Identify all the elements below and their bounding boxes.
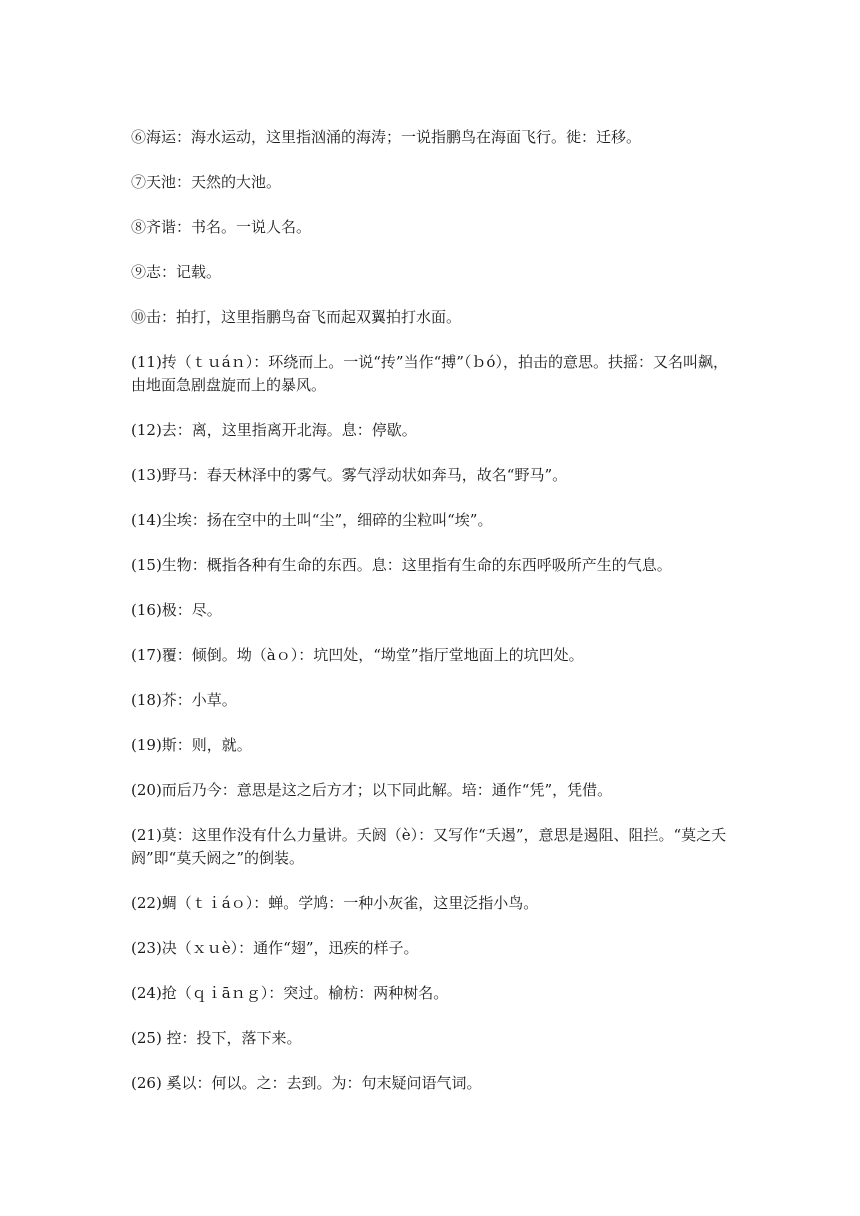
note-23: (23)决（ｘｕè）：通作“翅”，迅疾的样子。 xyxy=(131,939,419,957)
note-9: ⑨志：记载。 xyxy=(131,263,222,281)
note-6: ⑥海运：海水运动，这里指汹涌的海涛；一说指鹏鸟在海面飞行。徙：迁移。 xyxy=(131,128,642,146)
note-20: (20)而后乃今：意思是这之后方才；以下同此解。培：通作“凭”，凭借。 xyxy=(131,781,613,799)
note-19: (19)斯：则，就。 xyxy=(131,736,252,754)
annotation-list xyxy=(131,126,741,1117)
note-18: (18)芥：小草。 xyxy=(131,691,237,709)
note-17: (17)覆：倾倒。坳（àｏ）：坑凹处，“坳堂”指厅堂地面上的坑凹处。 xyxy=(131,646,584,664)
note-22: (22)蜩（ｔｉáｏ）：蝉。学鸠：一种小灰雀，这里泛指小鸟。 xyxy=(131,894,539,912)
note-25: (25) 控：投下，落下来。 xyxy=(131,1029,302,1047)
note-7: ⑦天池：天然的大池。 xyxy=(131,173,282,191)
note-8: ⑧齐谐：书名。一说人名。 xyxy=(131,218,312,236)
note-13: (13)野马：春天林泽中的雾气。雾气浮动状如奔马，故名“野马”。 xyxy=(131,466,568,484)
note-15: (15)生物：概指各种有生命的东西。息：这里指有生命的东西呼吸所产生的气息。 xyxy=(131,556,672,574)
note-26: (26) 奚以：何以。之：去到。为：句末疑问语气词。 xyxy=(131,1074,482,1092)
note-14: (14)尘埃：扬在空中的土叫“尘”，细碎的尘粒叫“埃”。 xyxy=(131,511,493,529)
note-12: (12)去：离，这里指离开北海。息：停歇。 xyxy=(131,421,417,439)
note-11: (11)抟（ｔｕáｎ）：环绕而上。一说“抟”当作“搏”（ｂó），拍击的意思。扶摇：又名叫飙，由地面急剧盘旋而上的暴风。 xyxy=(131,353,728,394)
note-16: (16)极：尽。 xyxy=(131,601,222,619)
note-10: ⑩击：拍打，这里指鹏鸟奋飞而起双翼拍打水面。 xyxy=(131,308,462,326)
note-24: (24)抢（ｑｉāｎｇ）：突过。榆枋：两种树名。 xyxy=(131,984,449,1002)
note-21: (21)莫：这里作没有什么力量讲。夭阏（è）：又写作“夭遏”，意思是遏阻、阻拦。“莫之夭阏”即“莫夭阏之”的倒装。 xyxy=(131,826,727,867)
